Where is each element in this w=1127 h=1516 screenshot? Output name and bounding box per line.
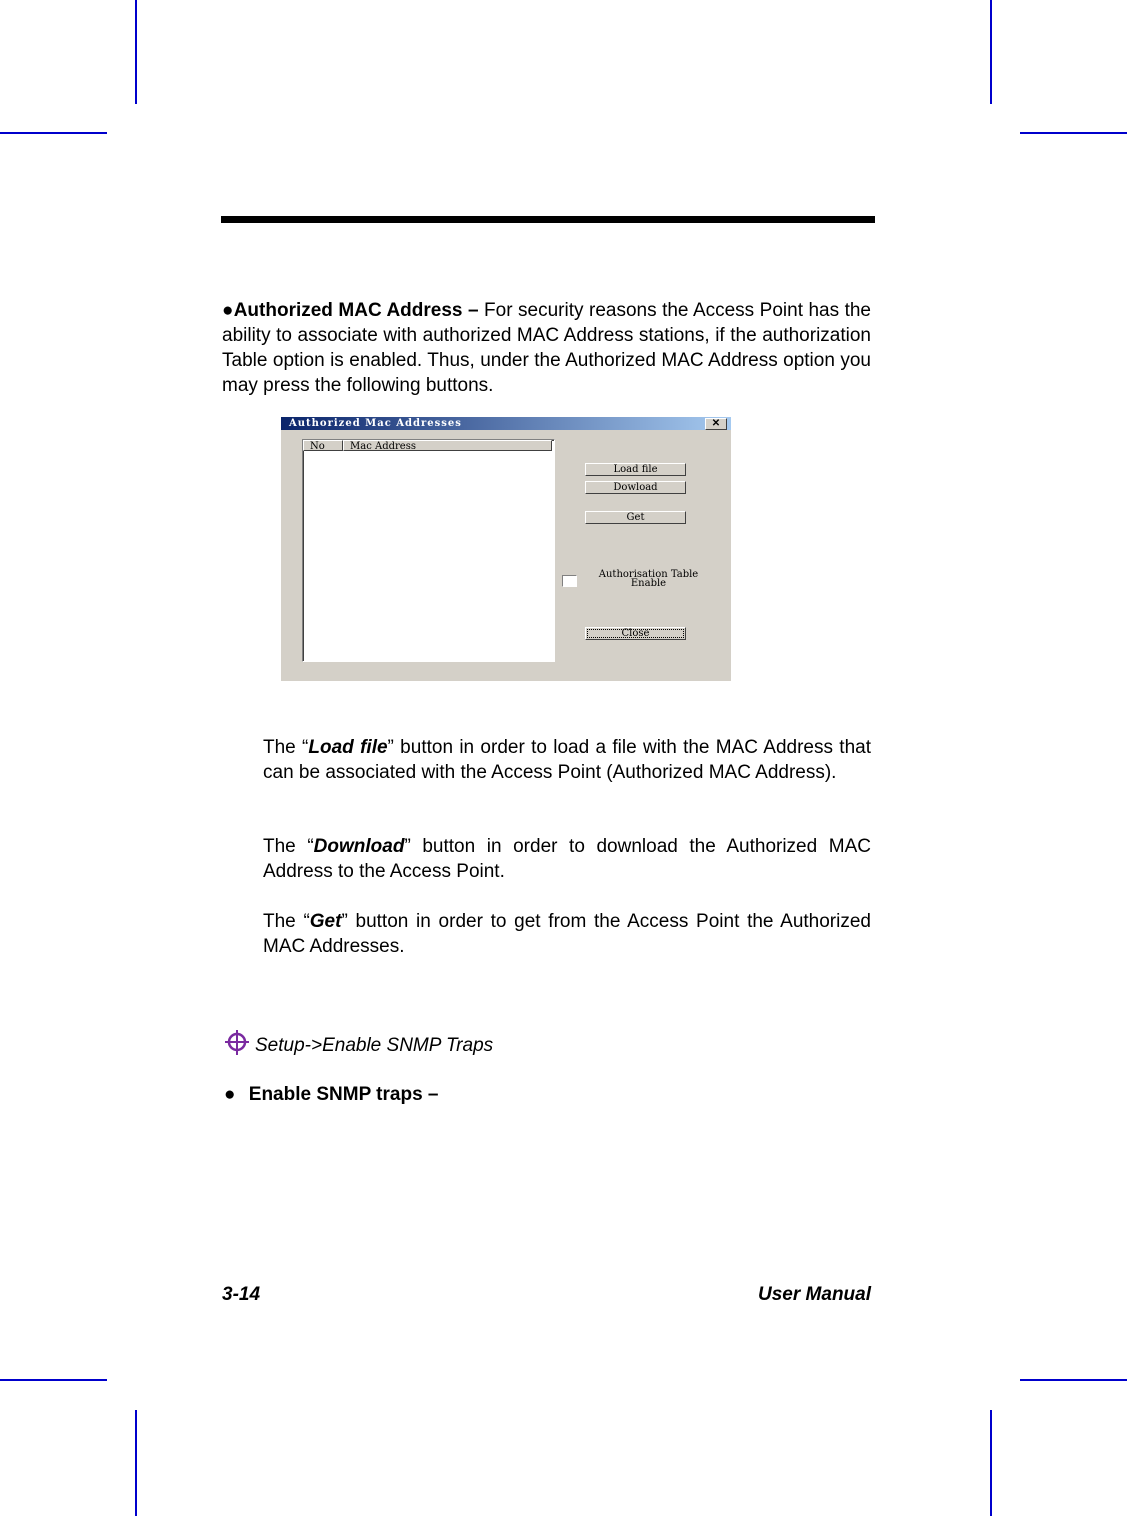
snmp-item bbox=[224, 1084, 438, 1106]
mac-address-list[interactable] bbox=[302, 439, 555, 662]
get-description bbox=[263, 909, 871, 959]
intro-bullet: ● bbox=[222, 300, 234, 321]
load-file-text: ” button in order to load a file with the MAC Address that can be associated with the Access Point (Authorized MAC Address). bbox=[263, 737, 871, 783]
intro-paragraph bbox=[222, 298, 871, 398]
setup-heading: Setup->Enable SNMP Traps bbox=[255, 1035, 494, 1056]
crop-mark bbox=[135, 0, 137, 104]
quote-open: The “ bbox=[263, 836, 314, 857]
crop-mark bbox=[990, 0, 992, 104]
close-icon[interactable]: ✕ bbox=[705, 418, 727, 430]
intro-term: Authorized MAC Address – bbox=[233, 300, 479, 321]
crop-mark bbox=[135, 1410, 137, 1516]
quote-open: The “ bbox=[263, 737, 309, 758]
crop-mark bbox=[1020, 1379, 1127, 1381]
snmp-bullet: ● bbox=[224, 1084, 236, 1105]
authorisation-table-label bbox=[581, 570, 716, 588]
load-file-description bbox=[263, 735, 871, 785]
header-rule bbox=[221, 216, 875, 223]
dialog-title: Authorized Mac Addresses bbox=[289, 418, 462, 429]
snmp-label: Enable SNMP traps – bbox=[248, 1084, 439, 1105]
column-header-no[interactable]: No bbox=[303, 440, 343, 451]
crop-mark bbox=[1020, 132, 1127, 134]
load-file-button[interactable]: Load file bbox=[585, 463, 686, 476]
download-description bbox=[263, 834, 871, 884]
crosshair-icon bbox=[224, 1030, 250, 1056]
quote-open: The “ bbox=[263, 911, 310, 932]
download-text: ” button in order to download the Authorized MAC Address to the Access Point. bbox=[263, 836, 871, 882]
authorized-mac-dialog bbox=[281, 417, 731, 681]
dialog-title-bar bbox=[281, 417, 731, 430]
crop-mark bbox=[0, 1379, 107, 1381]
footer-title: User Manual bbox=[758, 1284, 871, 1305]
column-header-mac-address[interactable]: Mac Address bbox=[343, 440, 552, 451]
intro-text: For security reasons the Access Point has the ability to associate with authorized MAC Address stations, if the authorization Table option is enabled. Thus, under the Authorized MAC Address option you may press the following buttons. bbox=[222, 300, 872, 396]
get-button[interactable]: Get bbox=[585, 511, 686, 524]
crop-mark bbox=[990, 1410, 992, 1516]
crop-mark bbox=[0, 132, 107, 134]
download-button[interactable]: Dowload bbox=[585, 481, 686, 494]
page-number: 3-14 bbox=[222, 1284, 261, 1305]
get-text: ” button in order to get from the Access Point the Authorized MAC Addresses. bbox=[263, 911, 871, 957]
authorisation-table-checkbox[interactable] bbox=[562, 575, 577, 587]
checkbox-label-line2: Enable bbox=[630, 578, 667, 589]
download-term: Download bbox=[313, 836, 405, 857]
load-file-term: Load file bbox=[308, 737, 388, 758]
checkbox-label-line1: Authorisation Table bbox=[598, 569, 699, 580]
close-button[interactable]: Close bbox=[585, 627, 686, 640]
get-term: Get bbox=[309, 911, 342, 932]
